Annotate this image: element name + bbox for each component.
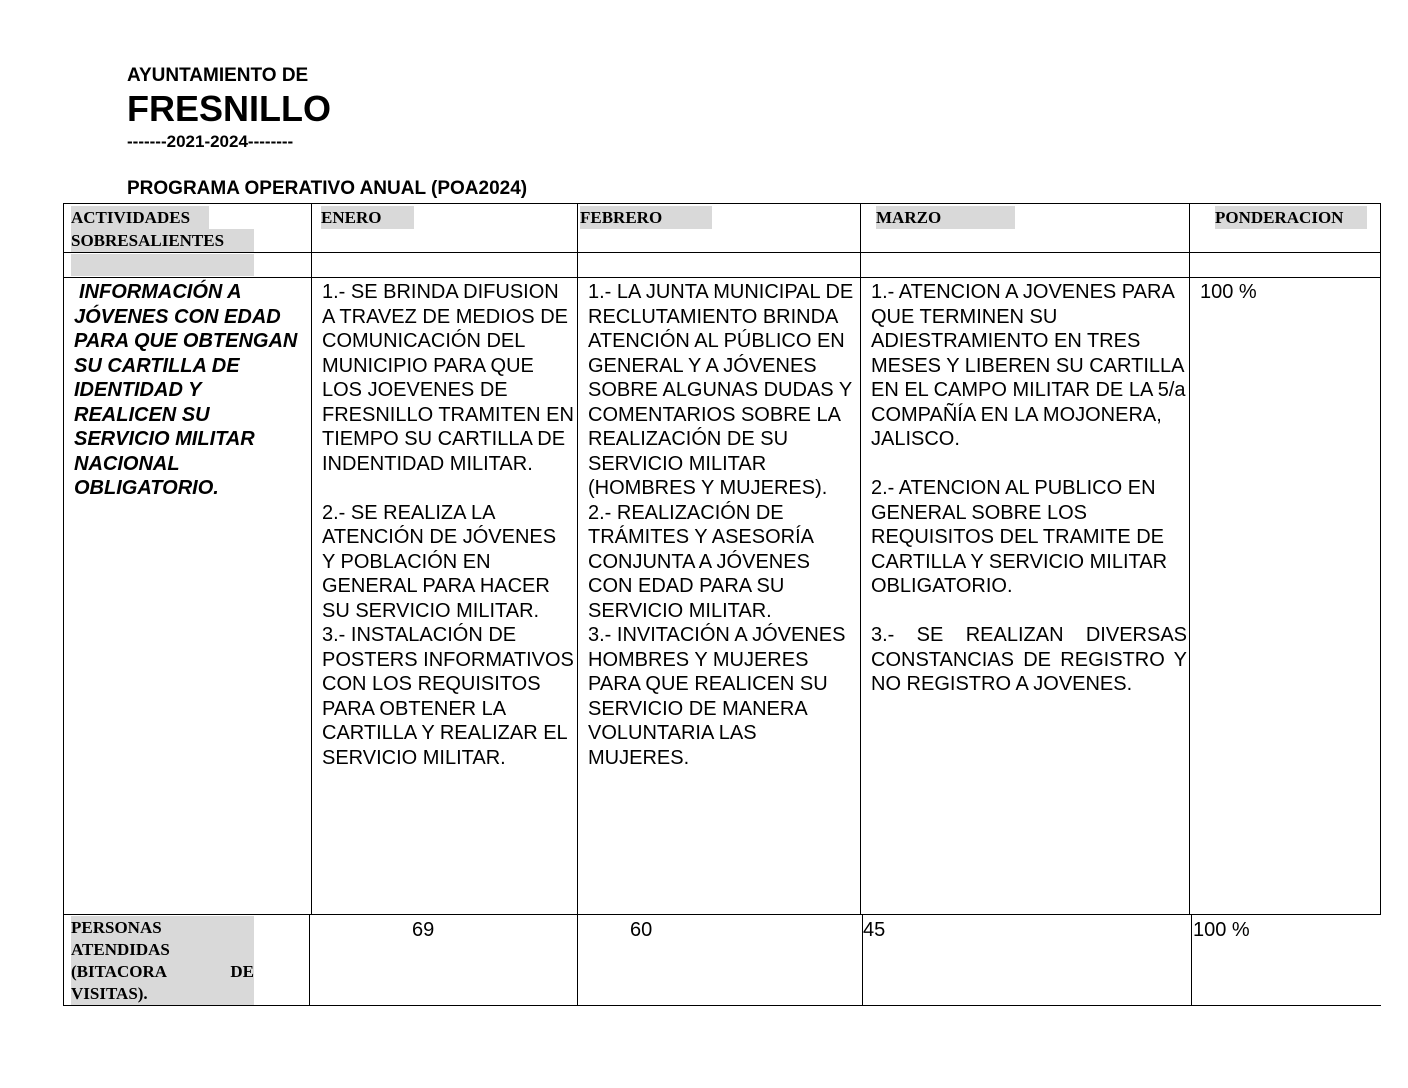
header-shade-spacer [71,254,254,276]
row1-febrero-item-1: 1.- LA JUNTA MUNICIPAL DE RECLUTAMIENTO BRINDA ATENCIÓN AL PÚBLICO EN GENERAL Y A JÓVENES SOBRE ALGUNAS DUDAS Y COMENTARIOS SOBRE LA REALIZACIÓN DE SU SERVICIO MILITAR (HOMBRES Y MUJERES). [588,281,854,499]
row2-label [71,916,254,1005]
header-ponderacion: PONDERACION [1215,206,1367,229]
header-actividades-1: ACTIVIDADES [71,206,209,229]
row1-activity-label [74,280,306,501]
row1-activity-text: INFORMACIÓN A JÓVENES CON EDAD PARA QUE OBTENGAN SU CARTILLA DE IDENTIDAD Y REALICEN SU SERVICIO MILITAR NACIONAL OBLIGATORIO. [74,281,298,499]
header-actividades-2: SOBRESALIENTES [71,229,254,252]
grid-h1 [63,252,1381,253]
row1-enero-item-1: 1.- SE BRINDA DIFUSION A TRAVEZ DE MEDIOS DE COMUNICACIÓN DEL MUNICIPIO PARA QUE LOS JOEVENES DE FRESNILLO TRAMITEN EN TIEMPO SU CARTILLA DE INDENTIDAD MILITAR. [322,281,574,475]
header-line-period: -------2021-2024-------- [127,132,294,151]
row2-marzo: 45 [863,919,886,941]
row1-enero-item-2: 2.- SE REALIZA LA ATENCIÓN DE JÓVENES Y POBLACIÓN EN GENERAL PARA HACER SU SERVICIO MILITAR. [322,501,557,622]
row1-febrero-item-3: 3.- INVITACIÓN A JÓVENES HOMBRES Y MUJERES PARA QUE REALICEN SU SERVICIO DE MANERA VOLUNTARIA LAS MUJERES. [588,624,846,769]
row1-marzo-cell [871,280,1187,697]
row2-febrero: 60 [630,919,653,941]
row2-enero: 69 [412,919,435,941]
grid-v4b [1191,914,1192,1006]
row2-ponderacion: 100 % [1193,919,1250,941]
header-line-fresnillo: FRESNILLO [127,88,331,129]
header-line-program: PROGRAMA OPERATIVO ANUAL (POA2024) [127,178,528,199]
grid-v5 [1380,203,1381,915]
row1-enero-cell [322,280,574,770]
grid-v0 [63,203,64,1006]
grid-bottom [63,1005,1381,1006]
header-marzo: MARZO [876,206,1015,229]
row1-ponderacion: 100 % [1200,281,1257,303]
grid-v1b [309,914,310,1006]
grid-h2 [63,277,1381,278]
header-line-ayuntamiento: AYUNTAMIENTO DE [127,65,309,86]
header-febrero: FEBRERO [580,206,712,229]
row1-marzo-item-2: 2.- ATENCION AL PUBLICO EN GENERAL SOBRE LOS REQUISITOS DEL TRAMITE DE CARTILLA Y SERVICIO MILITAR OBLIGATORIO. [871,477,1168,597]
row2-label-text: PERSONAS ATENDIDAS (BITACORA DE VISITAS). [71,918,254,1003]
grid-v1 [311,203,312,915]
row1-marzo-item-1: 1.- ATENCION A JOVENES PARA QUE TERMINEN SU ADIESTRAMIENTO EN TRES MESES Y LIBEREN SU CARTILLA EN EL CAMPO MILITAR DE LA 5/a COMPAÑÍA EN LA MOJONERA, JALISCO. [871,281,1186,450]
grid-v3 [860,203,861,915]
row1-enero-item-3: 3.- INSTALACIÓN DE POSTERS INFORMATIVOS CON LOS REQUISITOS PARA OBTENER LA CARTILLA Y REALIZAR EL SERVICIO MILITAR. [322,624,574,769]
header-enero: ENERO [321,206,414,229]
grid-v4 [1189,203,1190,915]
grid-top [63,203,1381,204]
grid-h3 [63,914,1381,915]
row1-febrero-item-2: 2.- REALIZACIÓN DE TRÁMITES Y ASESORÍA CONJUNTA A JÓVENES CON EDAD PARA SU SERVICIO MILITAR. [588,501,813,622]
row1-marzo-item-3: 3.- SE REALIZAN DIVERSAS CONSTANCIAS DE REGISTRO Y NO REGISTRO A JOVENES. [871,624,1187,695]
grid-v2 [577,203,578,1006]
row1-febrero-cell [588,280,856,770]
